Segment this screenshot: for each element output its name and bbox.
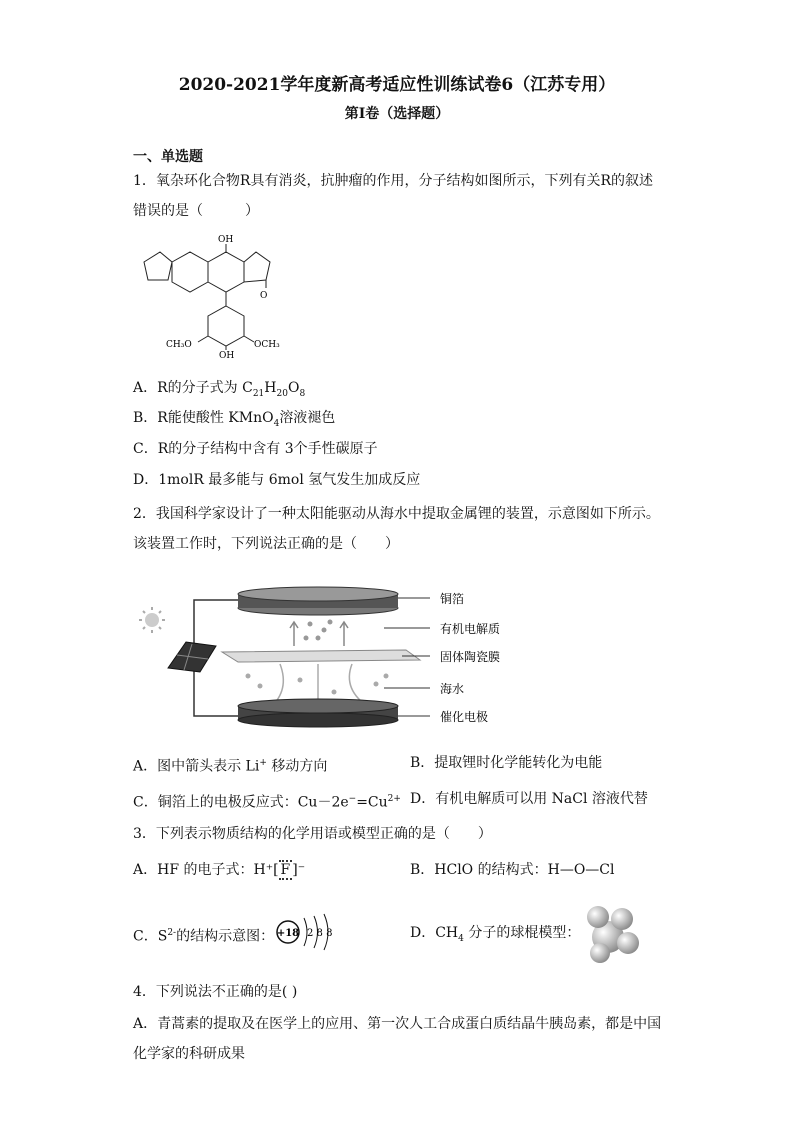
page-title: 2020-2021学年度新高考适应性训练试卷6（江苏专用）: [178, 75, 616, 95]
q2-option-c[interactable]: [133, 789, 401, 813]
label-organic-electrolyte: 有机电解质: [440, 622, 501, 636]
formula-f-part: F: [280, 862, 291, 878]
sup-charge: 2-: [167, 928, 177, 938]
q1-option-b-text: B．R能使酸性 KMnO: [133, 410, 274, 426]
q1-struct-och3-left: CH₃O: [166, 340, 192, 350]
q1-struct-oh-bottom: OH: [219, 351, 235, 360]
ceramic-membrane: [222, 650, 420, 662]
sub-num: 4: [458, 933, 464, 944]
q1-stem-line1: 1．氧杂环化合物R具有消炎，抗肿瘤的作用，分子结构如图所示，下列有关R的叙述: [133, 173, 653, 189]
q2-option-a-text: A．图中箭头表示 Li: [133, 758, 260, 775]
q3-option-c-tail: 的结构示意图：: [176, 928, 275, 945]
element-o: O: [287, 380, 300, 396]
element-h: H: [264, 380, 277, 396]
q1-option-c[interactable]: C．R的分子结构中含有 3个手性碳原子: [133, 441, 378, 457]
formula-end-part: ]⁻: [292, 862, 306, 878]
q3-option-d[interactable]: [410, 923, 580, 949]
dioxole-ring: [144, 252, 172, 280]
q1-option-a-text: A．R的分子式为 C: [133, 380, 253, 396]
q1-struct-och3-right: OCH₃: [254, 340, 280, 350]
q2-option-d[interactable]: D．有机电解质可以用 NaCl 溶液代替: [410, 791, 648, 807]
q1-option-a[interactable]: [133, 378, 305, 404]
q2-option-a-tail: 移动方向: [266, 758, 328, 775]
q2-option-c-mid: =Cu: [356, 794, 388, 811]
sub-num: 8: [299, 388, 306, 399]
q4-option-a-line1[interactable]: A．青蒿素的提取及在医学上的应用、第一次人工合成蛋白质结晶牛胰岛素，都是中国: [133, 1016, 662, 1032]
sulfur-ion-structure-diagram: [275, 910, 345, 956]
label-copper-foil: 铜箔: [440, 592, 465, 606]
q1-option-b-tail: 溶液褪色: [279, 410, 336, 426]
sub-num: 21: [252, 388, 265, 399]
q1-option-d[interactable]: D．1molR 最多能与 6mol 氢气发生加成反应: [133, 472, 421, 488]
nucleus-charge: +18: [276, 928, 300, 939]
cyclohexane-ring: [208, 252, 244, 292]
section-heading: 一、单选题: [133, 149, 203, 165]
sub-num: 20: [276, 388, 288, 399]
q2-stem-line1: 2．我国科学家设计了一种太阳能驱动从海水中提取金属锂的装置，示意图如下所示。: [133, 506, 660, 522]
sup-charge: 2+: [387, 794, 401, 804]
catalyst-electrode-disc: [238, 699, 398, 713]
q3-option-d-tail: 分子的球棍模型：: [463, 925, 581, 941]
benzene-ring-a: [172, 252, 208, 292]
q1-struct-ketone-o: O: [260, 291, 268, 301]
q2-device-diagram: [130, 580, 510, 740]
q3-option-d-text: D．CH: [410, 925, 459, 941]
q2-option-a[interactable]: [133, 753, 327, 777]
sub-num: 4: [273, 418, 280, 429]
label-catalyst-electrode: 催化电极: [440, 710, 489, 724]
ch4-ball-model-image: [578, 903, 642, 965]
benzene-ring-b: [208, 306, 244, 346]
q1-molecule-structure: [130, 230, 290, 360]
q1-option-b[interactable]: [133, 408, 335, 434]
q4-option-a-line2: 化学家的科研成果: [133, 1046, 245, 1062]
sup-charge: +: [259, 758, 267, 768]
q3-option-c-text: C．S: [133, 928, 168, 945]
q1-stem-line2: 错误的是（ ）: [133, 203, 259, 219]
q1-struct-oh-top: OH: [218, 235, 234, 245]
label-seawater: 海水: [440, 682, 465, 696]
label-ceramic-membrane: 固体陶瓷膜: [440, 650, 501, 664]
sup-charge: −: [348, 794, 357, 804]
page-subtitle: 第I卷（选择题）: [344, 106, 450, 122]
q2-option-b[interactable]: B．提取锂时化学能转化为电能: [410, 755, 603, 771]
q2-stem-line2: 该装置工作时，下列说法正确的是（ ）: [133, 536, 399, 552]
q4-stem: 4．下列说法不正确的是( ): [133, 984, 298, 1000]
q3-option-c[interactable]: [133, 923, 274, 947]
formula-h-part: H⁺[: [253, 862, 279, 878]
q3-option-b[interactable]: B．HClO 的结构式：H—O—Cl: [410, 862, 615, 878]
q3-stem: 3．下列表示物质结构的化学用语或模型正确的是（ ）: [133, 826, 492, 842]
lactone-ring: [244, 252, 270, 282]
q3-option-a-text: A．HF 的电子式：: [133, 862, 254, 878]
q3-option-a[interactable]: [133, 860, 305, 880]
electron-shells: 2 8 8: [307, 928, 333, 939]
sun-icon: [139, 607, 165, 633]
q2-option-c-text: C．铜箔上的电极反应式：Cu－2e: [133, 794, 349, 811]
